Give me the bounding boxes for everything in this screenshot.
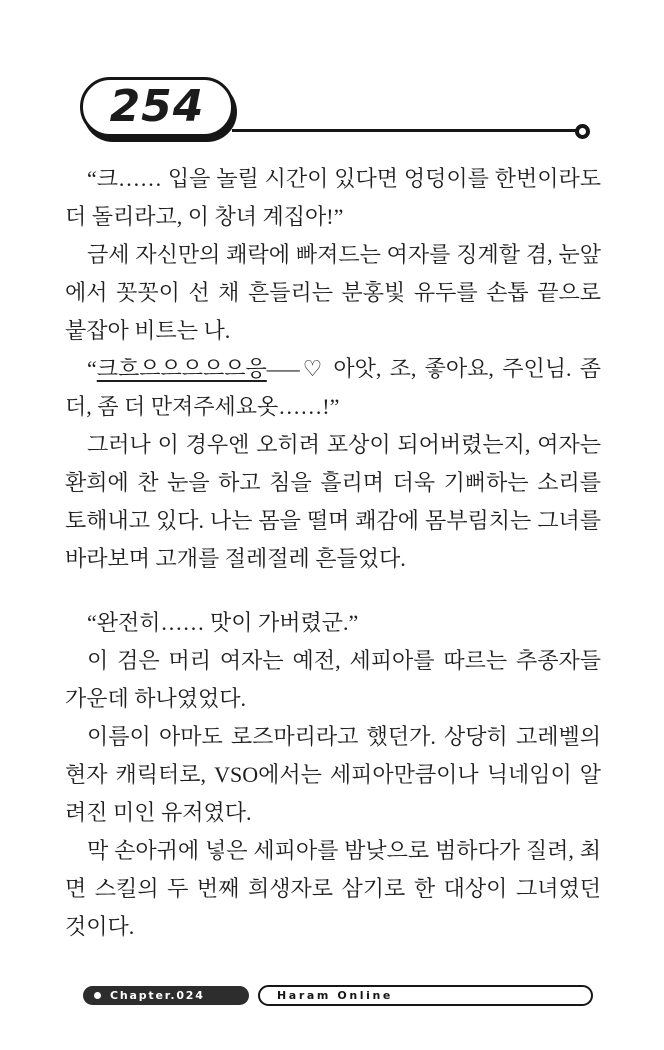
paragraph-narration-4: 이름이 아마도 로즈마리라고 했던가. 상당히 고레벨의 현자 캐릭터로, VSO에서는 세피아만큼이나 닉네임이 알려진 미인 유저였다. — [65, 724, 601, 825]
paragraph-dialogue-3: “완전히…… 맛이 가버렸군.” — [87, 610, 359, 635]
page-number: 254 — [109, 80, 205, 132]
paragraph-narration-3: 이 검은 머리 여자는 예전, 세피아를 따르는 추종자들 가운데 하나였었다. — [65, 648, 601, 711]
page-number-badge — [80, 77, 234, 137]
bullet-dot-icon — [94, 992, 101, 999]
dialogue-2-rest: –––♡ 아앗, 조, 좋아요, 주인님. 좀 더, 좀 더 만져주세요옷……!” — [65, 356, 601, 419]
dialogue-2-open-quote: “ — [87, 356, 97, 381]
header-rule-end-ring-icon — [575, 124, 590, 139]
scene-break-gap — [65, 578, 601, 604]
book-title-label: Haram Online — [277, 989, 393, 1002]
chapter-label: Chapter.024 — [110, 989, 205, 1002]
paragraph-narration-2: 그러나 이 경우엔 오히려 포상이 되어버렸는지, 여자는 환희에 찬 눈을 하고 침을 흘리며 더욱 기뻐하는 소리를 토해내고 있다. 나는 몸을 떨며 쾌감에 몸부림치는 그녀를 바라보며 고개를 절레절레 흔들었다. — [65, 432, 601, 571]
book-title-badge — [258, 985, 593, 1006]
paragraph-narration-1: 금세 자신만의 쾌락에 빠져드는 여자를 징계할 겸, 눈앞에서 꼿꼿이 선 채 흔들리는 분홍빛 유두를 손톱 끝으로 붙잡아 비트는 나. — [65, 242, 601, 343]
paragraph-dialogue-2 — [65, 350, 601, 426]
paragraph-narration-5: 막 손아귀에 넣은 세피아를 밤낮으로 범하다가 질려, 최면 스킬의 두 번째 희생자로 삼기로 한 대상이 그녀였던 것이다. — [65, 838, 601, 939]
chapter-badge — [83, 986, 249, 1005]
paragraph-dialogue-1: “크…… 입을 놀릴 시간이 있다면 엉덩이를 한번이라도 더 돌리라고, 이 창녀 계집아!” — [65, 166, 601, 229]
dialogue-2-underlined-moan: 크흐으으으으으응 — [96, 356, 267, 381]
header-rule-line — [232, 129, 578, 132]
body-text-block — [65, 160, 601, 946]
